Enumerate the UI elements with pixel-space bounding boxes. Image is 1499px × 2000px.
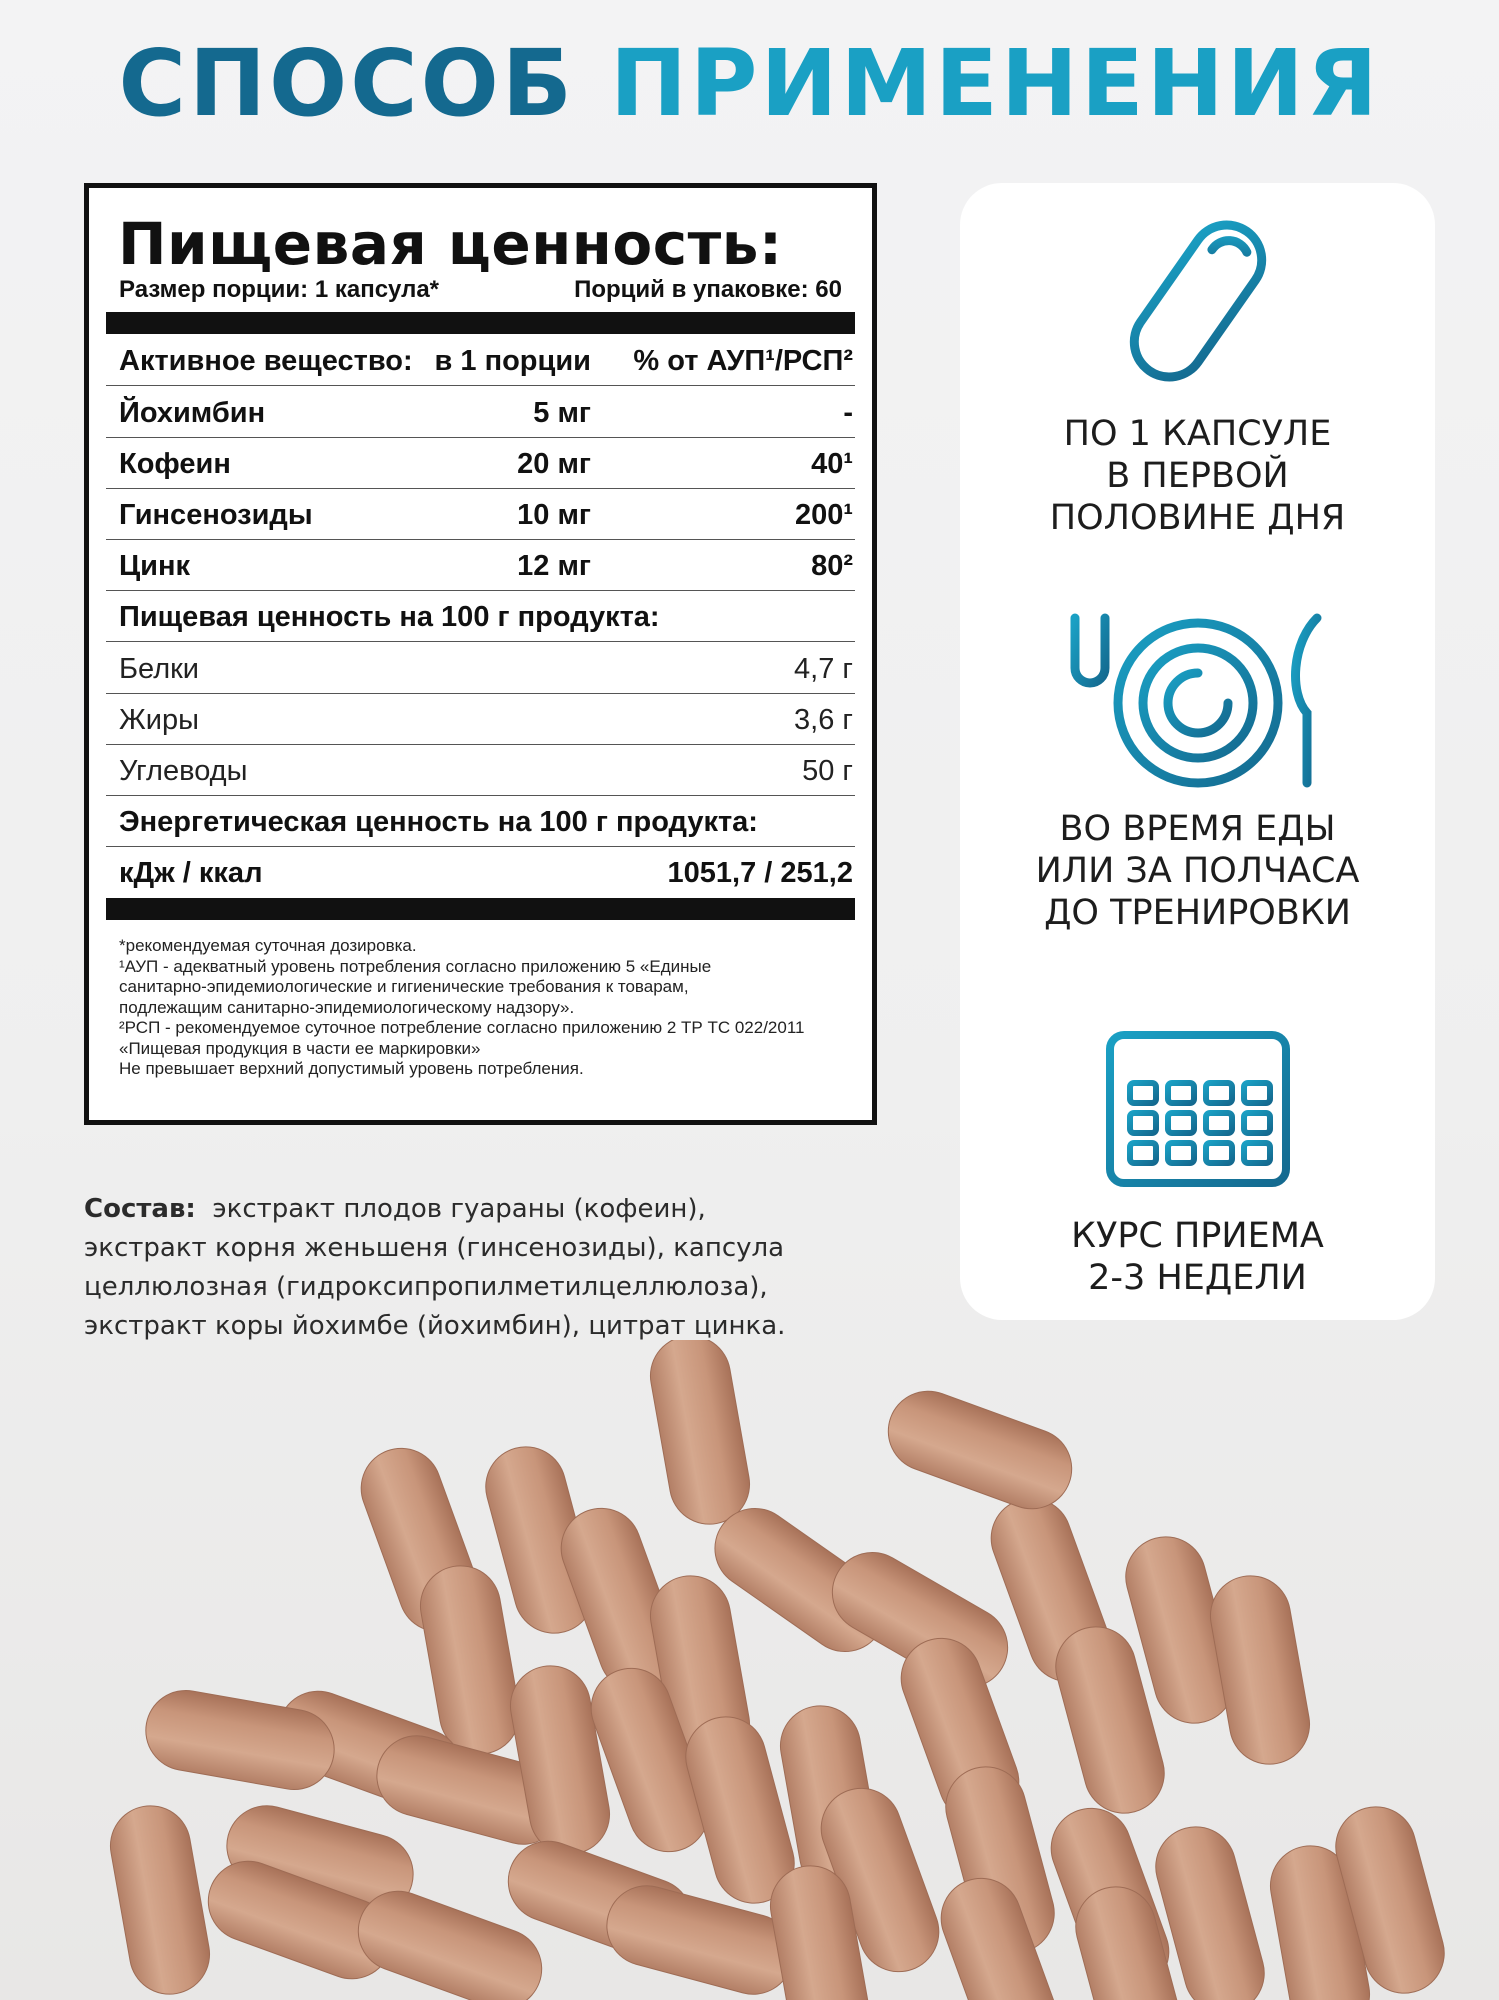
table-row	[106, 846, 855, 897]
divider-thick	[106, 898, 855, 920]
plate-cutlery-icon	[1067, 613, 1329, 793]
footnotes	[119, 936, 859, 1080]
row-percent: 40¹	[811, 448, 853, 480]
serving-size: Размер порции: 1 капсула*	[119, 276, 440, 303]
usage-card	[960, 183, 1435, 1320]
table-row	[106, 437, 855, 489]
row-percent: -	[843, 397, 853, 429]
usage-line: 2-3 НЕДЕЛИ	[1088, 1258, 1307, 1298]
table-header-row	[106, 334, 855, 386]
composition-line: экстракт плодов гуараны (кофеин),	[212, 1194, 706, 1224]
row-name: Жиры	[119, 704, 199, 736]
usage-step-2	[960, 808, 1435, 934]
usage-line: ИЛИ ЗА ПОЛЧАСА	[1035, 851, 1360, 891]
column-header-substance: Активное вещество:	[119, 345, 413, 377]
per100-heading-text: Пищевая ценность на 100 г продукта:	[119, 601, 660, 633]
row-name: Цинк	[119, 550, 191, 582]
composition-line: экстракт коры йохимбе (йохимбин), цитрат цинка.	[84, 1311, 786, 1341]
capsule-icon	[1118, 211, 1278, 391]
composition-line: целлюлозная (гидроксипропилметилцеллюлоза),	[84, 1272, 768, 1302]
row-percent: 200¹	[794, 499, 853, 531]
servings-per-pack: Порций в упаковке: 60	[574, 276, 842, 303]
footnote: подлежащим санитарно-эпидемиологическому надзору».	[119, 997, 575, 1017]
page-title	[0, 30, 1499, 137]
capsule	[644, 1340, 756, 1531]
composition-label: Состав:	[84, 1194, 196, 1224]
row-name: Кофеин	[119, 448, 231, 480]
table-row	[106, 693, 855, 745]
table-row	[106, 642, 855, 694]
row-amount: 20 мг	[517, 448, 591, 480]
composition-line: экстракт корня женьшеня (гинсенозиды), капсула	[84, 1233, 785, 1263]
row-percent: 80²	[811, 550, 853, 582]
usage-line: ПОЛОВИНЕ ДНЯ	[1049, 498, 1346, 538]
nutrition-heading: Пищевая ценность:	[118, 210, 783, 278]
energy-heading-text: Энергетическая ценность на 100 г продукта:	[119, 806, 758, 838]
capsule	[1204, 1569, 1316, 1770]
footnote: санитарно-эпидемиологические и гигиенические требования к товарам,	[119, 977, 689, 996]
per100-heading	[106, 590, 855, 642]
divider-thick	[106, 312, 855, 334]
title-part-2: ПРИМЕНЕНИЯ	[610, 30, 1381, 137]
row-name: Белки	[119, 653, 200, 685]
table-row	[106, 386, 855, 438]
usage-line: ДО ТРЕНИРОВКИ	[1044, 893, 1351, 933]
row-name: Йохимбин	[119, 397, 266, 429]
row-name: Гинсенозиды	[119, 499, 313, 531]
row-amount: 10 мг	[517, 499, 591, 531]
row-value: 4,7 г	[794, 653, 853, 685]
usage-line: ПО 1 КАПСУЛЕ	[1063, 414, 1332, 454]
title-part-1: СПОСОБ	[118, 30, 576, 137]
capsules-photo	[0, 1340, 1499, 2000]
column-header-per-serving: в 1 порции	[434, 345, 591, 377]
row-value: 3,6 г	[794, 704, 853, 736]
row-amount: 12 мг	[517, 550, 591, 582]
row-name: Углеводы	[119, 755, 248, 787]
usage-line: КУРС ПРИЕМА	[1071, 1216, 1324, 1256]
capsule	[104, 1799, 216, 2000]
energy-name: кДж / ккал	[119, 857, 263, 889]
energy-value: 1051,7 / 251,2	[667, 857, 853, 889]
capsule	[877, 1380, 1083, 1520]
usage-line: ВО ВРЕМЯ ЕДЫ	[1059, 809, 1336, 849]
nutrition-panel	[84, 183, 877, 1125]
usage-line: В ПЕРВОЙ	[1106, 456, 1289, 496]
row-amount: 5 мг	[533, 397, 591, 429]
usage-step-3	[960, 1215, 1435, 1299]
row-value: 50 г	[802, 755, 853, 787]
footnote: ¹АУП - адекватный уровень потребления согласно приложению 5 «Единые	[119, 956, 712, 976]
footnote: ²РСП - рекомендуемое суточное потребление согласно приложению 2 ТР ТС 022/2011	[119, 1018, 805, 1037]
calendar-icon	[1104, 1013, 1292, 1188]
table-row	[106, 539, 855, 591]
usage-step-1	[960, 413, 1435, 539]
table-row	[106, 488, 855, 540]
footnote: Не превышает верхний допустимый уровень потребления.	[119, 1059, 584, 1078]
energy-heading	[106, 795, 855, 847]
table-row	[106, 744, 855, 796]
composition	[84, 1190, 884, 1346]
column-header-percent: % от АУП¹/РСП²	[633, 345, 853, 377]
footnote: «Пищевая продукция в части ее маркировки»	[119, 1038, 481, 1058]
footnote: *рекомендуемая суточная дозировка.	[119, 936, 417, 955]
